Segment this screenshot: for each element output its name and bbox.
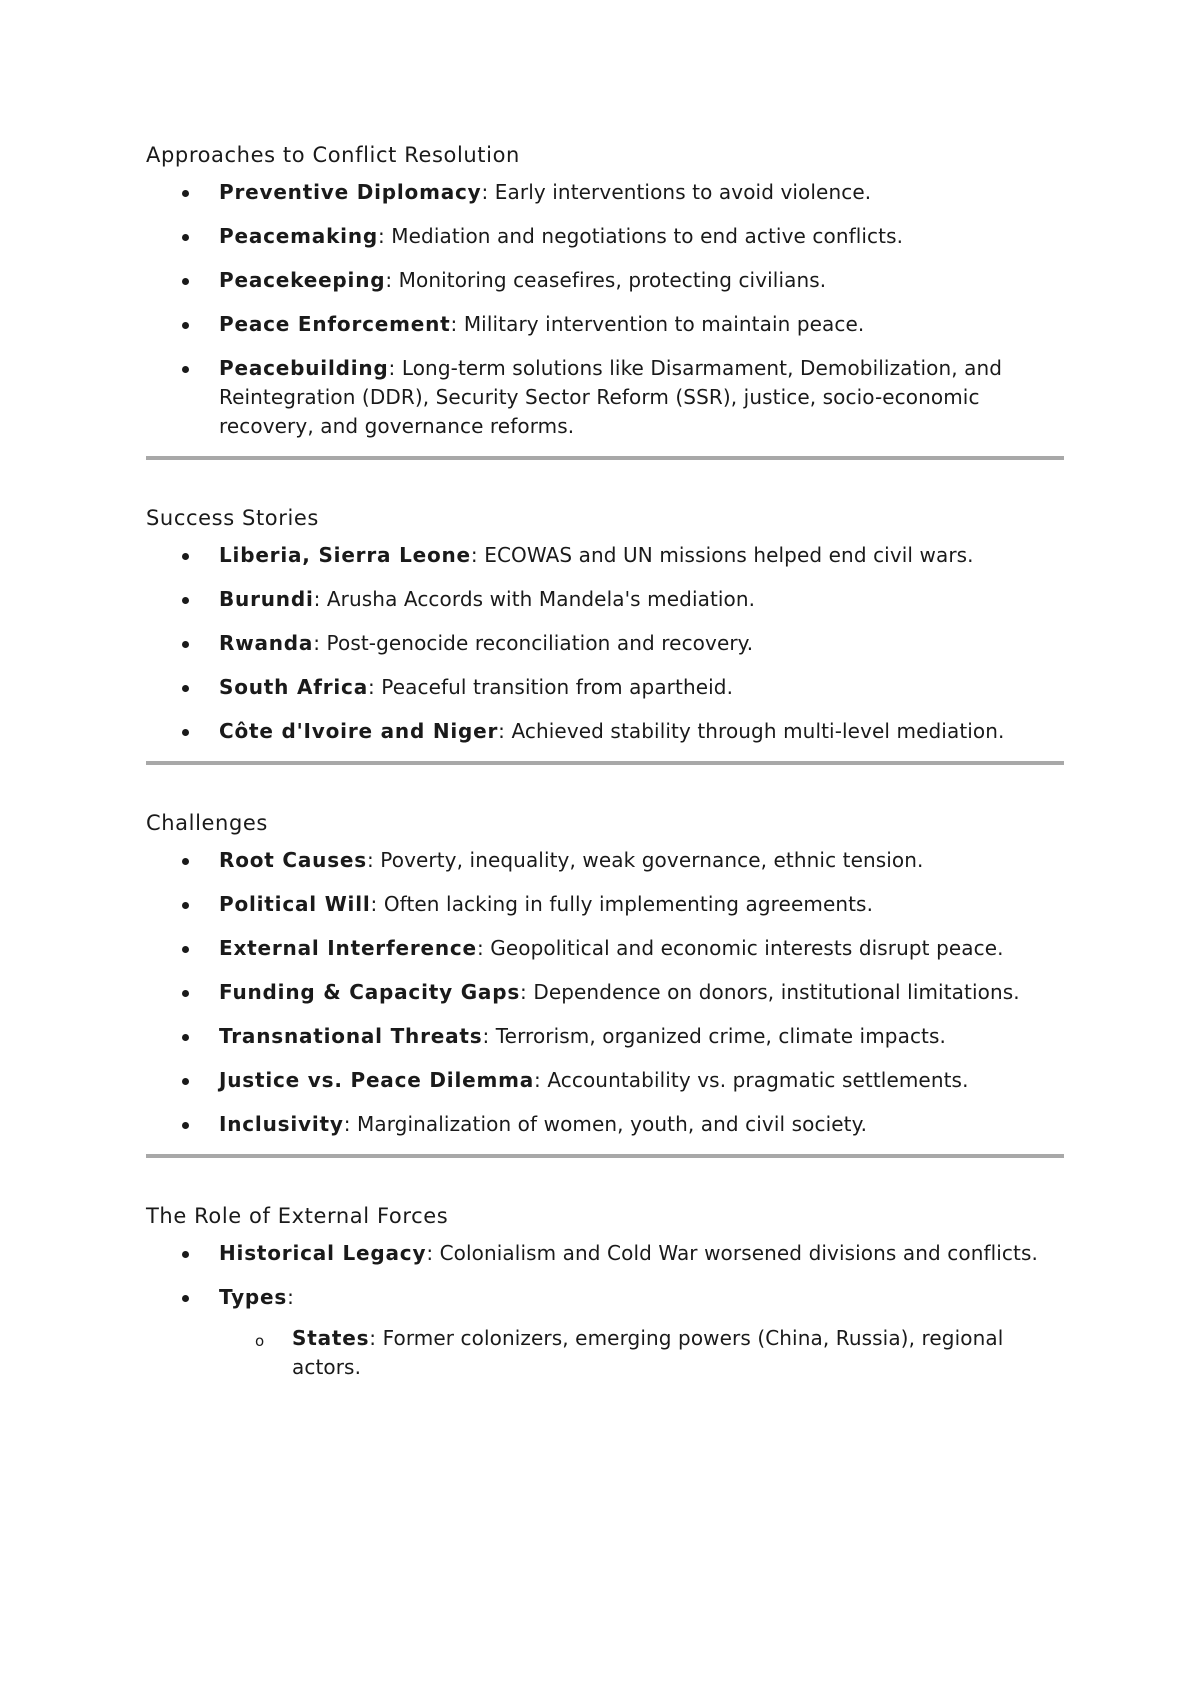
- list-item: [146, 222, 1064, 251]
- item-term: Rwanda: [219, 631, 314, 655]
- item-text: : Former colonizers, emerging powers (China, Russia), regional actors.: [292, 1326, 1004, 1379]
- section-title: Approaches to Conflict Resolution: [146, 143, 520, 167]
- item-term: Justice vs. Peace Dilemma: [219, 1068, 535, 1092]
- list-item: [146, 1066, 1064, 1095]
- item-text: :: [287, 1285, 294, 1309]
- item-term: Côte d'Ivoire and Niger: [219, 719, 499, 743]
- item-term: Funding & Capacity Gaps: [219, 980, 521, 1004]
- item-term: Historical Legacy: [219, 1241, 427, 1265]
- item-text: : Post-genocide reconciliation and recovery.: [313, 631, 754, 655]
- item-term: Types: [219, 1285, 288, 1309]
- item-term: Peacemaking: [219, 224, 378, 248]
- horizontal-divider: [146, 456, 1064, 460]
- sub-bullet-list: [219, 1324, 1064, 1382]
- item-term: Transnational Threats: [219, 1024, 483, 1048]
- list-item: [146, 1022, 1064, 1051]
- item-term: Root Causes: [219, 848, 367, 872]
- item-term: Liberia, Sierra Leone: [219, 543, 471, 567]
- section-title: The Role of External Forces: [146, 1204, 449, 1228]
- section-success-stories: [146, 503, 1064, 765]
- bullet-dot-icon: [182, 1034, 189, 1041]
- list-item: [146, 585, 1064, 614]
- section-title: Success Stories: [146, 506, 319, 530]
- list-item: [146, 717, 1064, 746]
- list-item: [146, 673, 1064, 702]
- horizontal-divider: [146, 761, 1064, 765]
- list-item: [146, 890, 1064, 919]
- item-term: Peacebuilding: [219, 356, 389, 380]
- item-text: : Poverty, inequality, weak governance, ethnic tension.: [367, 848, 924, 872]
- item-term: Peacekeeping: [219, 268, 386, 292]
- list-item: [146, 266, 1064, 295]
- item-term: Peace Enforcement: [219, 312, 451, 336]
- item-text: : Achieved stability through multi-level mediation.: [498, 719, 1005, 743]
- bullet-dot-icon: [182, 1078, 189, 1085]
- list-item: [146, 178, 1064, 207]
- item-text: : Arusha Accords with Mandela's mediation.: [313, 587, 756, 611]
- list-item: [146, 354, 1064, 441]
- item-term: Inclusivity: [219, 1112, 344, 1136]
- bullet-list: [146, 1239, 1064, 1382]
- list-item: [146, 541, 1064, 570]
- bullet-list: [146, 541, 1064, 746]
- bullet-dot-icon: [182, 1251, 189, 1258]
- bullet-dot-icon: [182, 990, 189, 997]
- list-item: [146, 1239, 1064, 1268]
- item-text: : Peaceful transition from apartheid.: [368, 675, 734, 699]
- item-text: : ECOWAS and UN missions helped end civil wars.: [470, 543, 974, 567]
- bullet-dot-icon: [182, 190, 189, 197]
- bullet-dot-icon: [182, 946, 189, 953]
- section-external-forces: [146, 1201, 1064, 1382]
- bullet-list: [146, 846, 1064, 1139]
- item-text: : Often lacking in fully implementing agreements.: [370, 892, 874, 916]
- item-term: Burundi: [219, 587, 314, 611]
- list-item: [146, 934, 1064, 963]
- bullet-dot-icon: [182, 322, 189, 329]
- item-text: : Military intervention to maintain peace.: [450, 312, 865, 336]
- bullet-dot-icon: [182, 597, 189, 604]
- section-approaches: [146, 140, 1064, 460]
- item-text: : Terrorism, organized crime, climate impacts.: [482, 1024, 946, 1048]
- list-item: [146, 310, 1064, 339]
- bullet-dot-icon: [182, 234, 189, 241]
- item-term: External Interference: [219, 936, 477, 960]
- item-text: : Early interventions to avoid violence.: [481, 180, 872, 204]
- item-term: Preventive Diplomacy: [219, 180, 482, 204]
- item-text: : Accountability vs. pragmatic settlements.: [534, 1068, 969, 1092]
- item-text: : Marginalization of women, youth, and civil society.: [343, 1112, 868, 1136]
- list-item: [146, 1283, 1064, 1382]
- item-text: : Dependence on donors, institutional limitations.: [520, 980, 1020, 1004]
- bullet-dot-icon: [182, 729, 189, 736]
- list-item: [146, 846, 1064, 875]
- sub-list-item: [219, 1324, 1064, 1382]
- list-item: [146, 629, 1064, 658]
- document-page: [146, 140, 1064, 1397]
- bullet-dot-icon: [182, 278, 189, 285]
- bullet-dot-icon: [182, 902, 189, 909]
- item-text: : Monitoring ceasefires, protecting civilians.: [385, 268, 827, 292]
- bullet-dot-icon: [182, 553, 189, 560]
- bullet-dot-icon: [182, 1122, 189, 1129]
- list-item: [146, 1110, 1064, 1139]
- horizontal-divider: [146, 1154, 1064, 1158]
- bullet-dot-icon: [182, 1295, 189, 1302]
- item-text: : Mediation and negotiations to end active conflicts.: [378, 224, 904, 248]
- bullet-dot-icon: [182, 858, 189, 865]
- bullet-dot-icon: [182, 685, 189, 692]
- item-text: : Geopolitical and economic interests disrupt peace.: [476, 936, 1004, 960]
- item-term: States: [292, 1326, 370, 1350]
- bullet-dot-icon: [182, 641, 189, 648]
- item-term: Political Will: [219, 892, 371, 916]
- item-term: South Africa: [219, 675, 368, 699]
- bullet-dot-icon: [182, 366, 189, 373]
- circle-bullet-icon: o: [255, 1332, 265, 1350]
- section-challenges: [146, 808, 1064, 1158]
- item-text: : Long-term solutions like Disarmament, Demobilization, and Reintegration (DDR), Security Sector Reform (SSR), justice, socio-economic recovery, and governance reforms.: [219, 356, 1003, 438]
- list-item: [146, 978, 1064, 1007]
- bullet-list: [146, 178, 1064, 441]
- item-text: : Colonialism and Cold War worsened divisions and conflicts.: [426, 1241, 1038, 1265]
- section-title: Challenges: [146, 811, 268, 835]
